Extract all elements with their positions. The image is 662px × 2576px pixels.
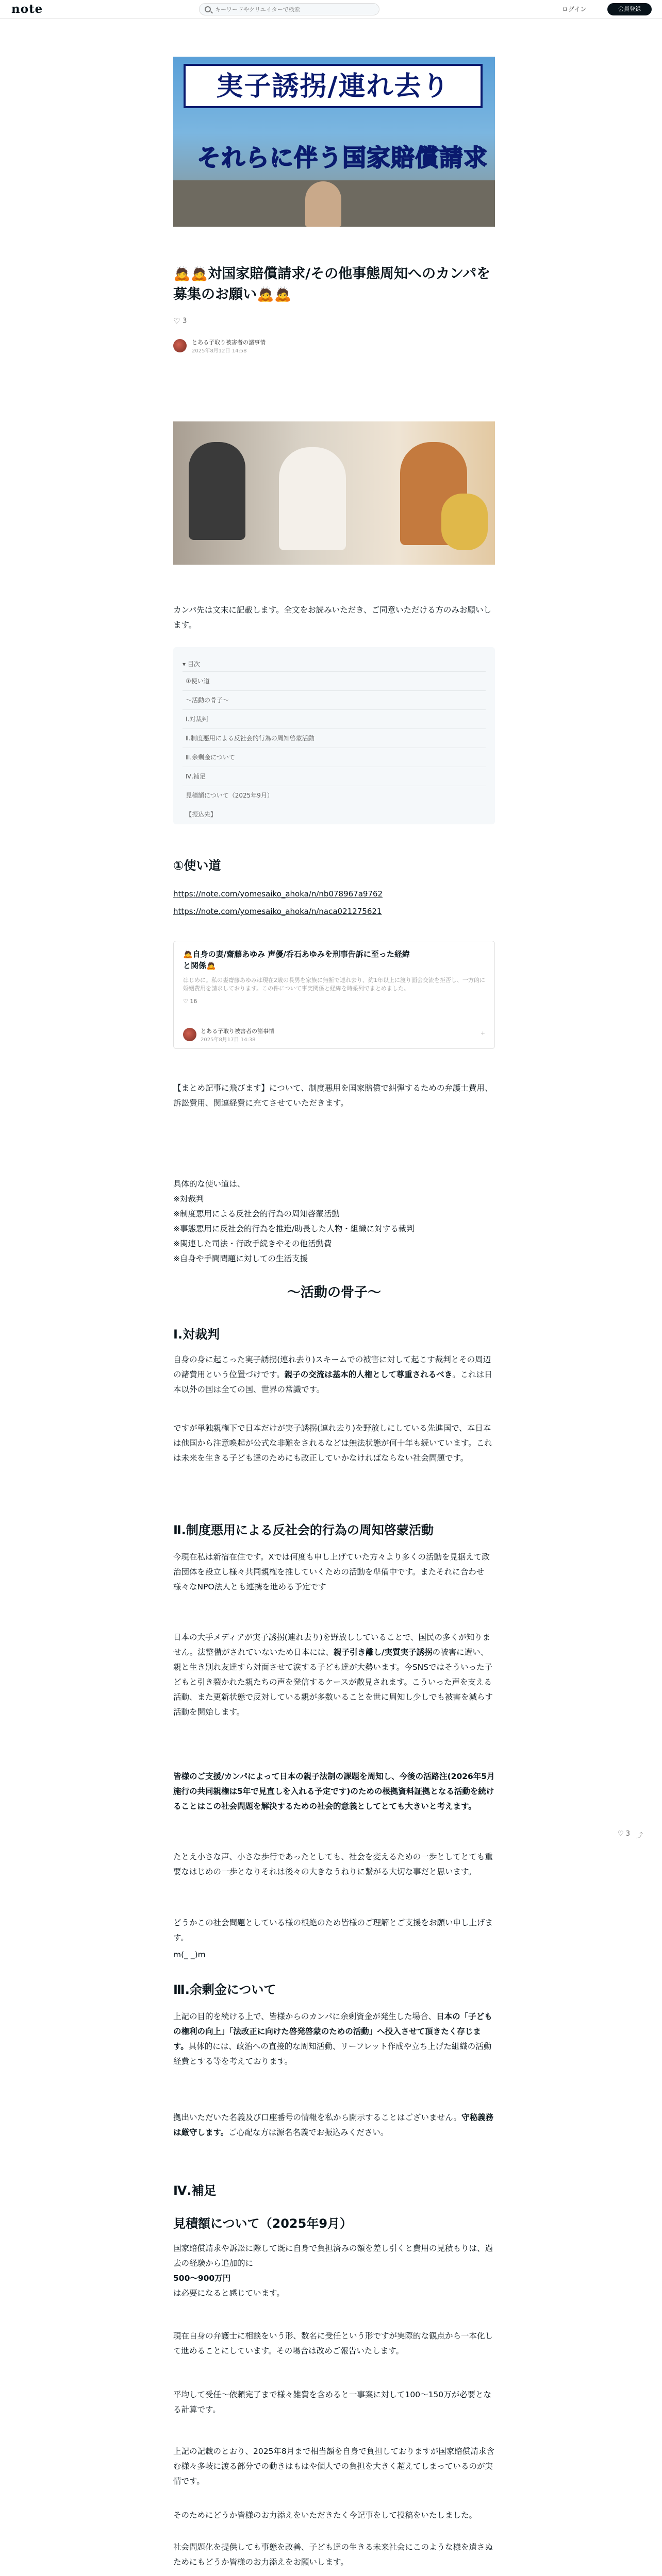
hero-line-1: 実子誘拐/連れ去り [184,64,483,108]
awareness-emote: m(_ _)m [173,1950,206,1959]
estimate-paragraph-4: 上記の記載のとおり、2025年8月まで相当額を自身で負担しておりますが国家賠償請求含む様々多岐に渡る部分での動きはもはや個人での負担を大きく超えてしまっているのが実情です。 [173,2447,494,2486]
usage-item: ※対裁判 [173,1194,204,1204]
estimate-paragraph-5: そのためにどうか皆様のお力添えをいただきたく今記事をして投稿をいたしました。 [173,2511,477,2520]
estimate-paragraph-2: 現在自身の弁護士に相談をいう形、数名に受任という形ですが実際的な観点から一本化して進めることにしています。その場合は改めご報告いたします。 [173,2331,493,2355]
card-follow-button[interactable]: + [480,1030,485,1037]
toc-item[interactable]: Ⅱ.制度悪用による反社会的行為の周知啓蒙活動 [183,729,486,748]
awareness-paragraph-2: 日本の大手メディアが実子誘拐(連れ去り)を野放ししていることで、国民の多くが知りません。法整備がされていないため日本には、親子引き離し/実質実子誘拐の被害に遭い、親と生き別れ友達すら対面させて涙する子ども達が大勢います。今SNSではそういった子どもと引き裂かれた親たちの声を発信するケースが散見されます。こういった声を支える活動、また更新状態で反対している親が多数いることを世に周知し少しでも被害を減らす活動を開始します。 [173,1633,493,1717]
like-count: 3 [183,317,187,325]
signup-button[interactable]: 会員登録 [607,3,652,15]
toc-item[interactable]: ①使い道 [183,672,486,691]
card-title[interactable]: 🙇自身の妻/齋藤あゆみ 声優/呑石あゆみを刑事告訴に至った経緯と関係🙇 [183,950,410,970]
core-heading: 〜活動の骨子〜 [287,1285,381,1300]
usage-item: ※関連した司法・行政手続きやその他活動費 [173,1239,332,1248]
awareness-paragraph-5: どうかこの社会問題としている様の根絶のため皆様のご理解とご支援をお願い申し上げます。 [173,1918,493,1942]
surplus-paragraph-1: 上記の目的を続ける上で、皆様からのカンパに余剰資金が発生した場合、日本の「子どもの権利の向上」「法改正に向けた啓発啓蒙のための活動」へ投入させて頂きたく存じます。具体的には、政治への直接的な周知活動、リーフレット作成や立ち上げた組織の活動経費とする等を考えております。 [173,2012,492,2066]
trial-paragraph-2: ですが単独親権下で日本だけが実子誘拐(連れ去り)を野放しにしている先進国で、本日本は他国から注意喚起が公式な非難をされるなどは無法状態が何十年も続いています。これは未来を生きる子ども達のためにも改正していかなければならない社会問題です。 [173,1423,492,1463]
estimate-amount: 500〜900万円 [173,2274,231,2283]
estimate-paragraph-6: 社会問題化を提供しても事態を改善、子ども達の生きる未来社会にこのような様を遺さぬためにもどうか皆様のお力添えをお願いします。 [173,2543,493,2567]
family-photo [173,421,495,565]
hero-line-2: それらに伴う国家賠償請求 [197,144,488,172]
hero-image [173,57,495,227]
usage-title: 具体的な使い道は、 [173,1179,245,1189]
awareness-paragraph-1: 今現在私は新宿在住です。Xでは何度も申し上げていた方々より多くの活動を見据えて政治団体を設立し様々共同親権を推していくための活動を準備中です。またそれに合わせ様々なNPO法人とも連携を進める予定です [173,1552,490,1591]
usage-item: ※自身や手間問題に対しての生活支援 [173,1254,308,1263]
search-input[interactable] [215,5,370,13]
search-box[interactable] [199,3,379,15]
author-name[interactable]: とある子取り被害者の諸事情 [192,339,266,346]
section-heading-usage: ①使い道 [173,858,221,873]
embedded-article-card[interactable] [173,941,495,1049]
floating-share-icon[interactable]: ⤴ [636,1832,643,1840]
estimate-paragraph-3: 平均して受任〜依頼完了まで様々雑費を含めると一事案に対して100〜150万が必要となる計算です。 [173,2390,492,2414]
estimate-heading: 見積額について（2025年9月） [173,2216,353,2231]
table-of-contents [173,647,495,824]
intro-text: カンパ先は文末に記載します。全文をお読みいただき、ご同意いただける方のみお願いします。 [173,605,492,630]
awareness-paragraph-4: たとえ小さな声、小さな歩行であったとしても、社会を変えるための一歩としてとても重要なはじめの一歩となりそれは後々の大きなうねりに繋がる大切な事だと思います。 [173,1852,493,1876]
card-like-count: ♡ 16 [183,998,197,1005]
toc-heading[interactable]: ▾ 目次 [183,656,486,672]
publish-date: 2025年8月12日 14:58 [192,348,247,354]
toc-item[interactable]: Ⅰ.対裁判 [183,710,486,729]
photo-person-2 [279,447,346,550]
heart-icon[interactable]: ♡ [618,1830,626,1838]
card-excerpt: はじめに。私の妻齋藤あゆみは現在2歳の長男を家族に無断で連れ去り、約1年以上に渡り面会交流を拒否し、一方的に婚姻費用を請求しております。この件について事実関係と経緯を時系列でまとめました。 [183,977,485,992]
photo-toy [441,494,488,550]
card-author-avatar [183,1028,196,1041]
estimate-paragraph-1: 国家賠償請求や訴訟に際して既に自身で負担済みの額を差し引くと費用の見積もりは、過去の経験から追加的に 500〜900万円 は必要になると感じています。 [173,2244,493,2298]
toc-item[interactable]: Ⅳ.補足 [183,767,486,786]
login-link[interactable]: ログイン [562,6,587,13]
toc-item[interactable]: 見積額について（2025年9月） [183,786,486,805]
usage-item: ※事態悪用に反社会的行為を推進/助長した人物・組織に対する裁判 [173,1224,415,1233]
usage-ref-text: 【まとめ記事に飛びます】について、制度悪用を国家賠償で糾弾するための弁護士費用、訴訟費用、関連経費に充てさせていただきます。 [173,1083,493,1108]
photo-person-1 [189,442,245,540]
note-logo[interactable]: note [11,2,43,16]
heart-icon[interactable]: ♡ [173,316,180,326]
toc-item[interactable]: Ⅲ.余剰金について [183,748,486,767]
awareness-paragraph-3: 皆様のご支援/カンパによって日本の親子法制の課題を周知し、今後の活路注(2026年5月施行の共同親権は5年で見直しを入れる予定です)のための根拠資料証拠となる活動を続けることはこの社会問題を解決するための社会的意義としてとても大きいと考えます。 [173,1772,495,1811]
usage-list [173,1177,495,1266]
search-icon [205,6,211,12]
section-heading-awareness: Ⅱ.制度悪用による反社会的行為の周知啓蒙活動 [173,1523,434,1537]
heart-icon: ♡ [183,998,190,1005]
like-counter-top[interactable] [173,316,187,326]
floating-like-button[interactable]: ♡ 3 [618,1830,631,1838]
site-header [0,0,662,19]
toc-item[interactable]: 〜活動の骨子〜 [183,691,486,710]
author-avatar[interactable] [173,339,187,352]
hero-person [305,181,341,227]
section-heading-trial: Ⅰ.対裁判 [173,1327,220,1342]
article-link-1[interactable]: https://note.com/yomesaiko_ahoka/n/nb078967a9762 [173,889,383,899]
section-heading-surplus: Ⅲ.余剰金について [173,1982,276,1997]
usage-item: ※制度悪用による反社会的行為の周知啓蒙活動 [173,1209,340,1218]
surplus-paragraph-2: 拠出いただいた名義及び口座番号の情報を私から開示することはございません。守秘義務は厳守します。ご心配な方は源名名義でお振込みください。 [173,2113,493,2137]
card-date: 2025年8月17日 14:38 [201,1037,256,1043]
article-title: 🙇🙇対国家賠償請求/その他事態周知へのカンパを募集のお願い🙇🙇 [173,266,491,302]
article-link-2[interactable]: https://note.com/yomesaiko_ahoka/n/naca021275621 [173,907,382,916]
section-heading-supplement: Ⅳ.補足 [173,2183,217,2198]
trial-paragraph-1: 自身の身に起こった実子誘拐(連れ去り)スキームでの被害に対して起こす裁判とその周辺の諸費用という位置づけです。親子の交流は基本的人権として尊重されるべき。これは日本以外の国は全ての国、世界の常識です。 [173,1355,492,1394]
card-author-name: とある子取り被害者の諸事情 [201,1028,274,1035]
toc-item[interactable]: 【振込先】 [186,811,217,818]
